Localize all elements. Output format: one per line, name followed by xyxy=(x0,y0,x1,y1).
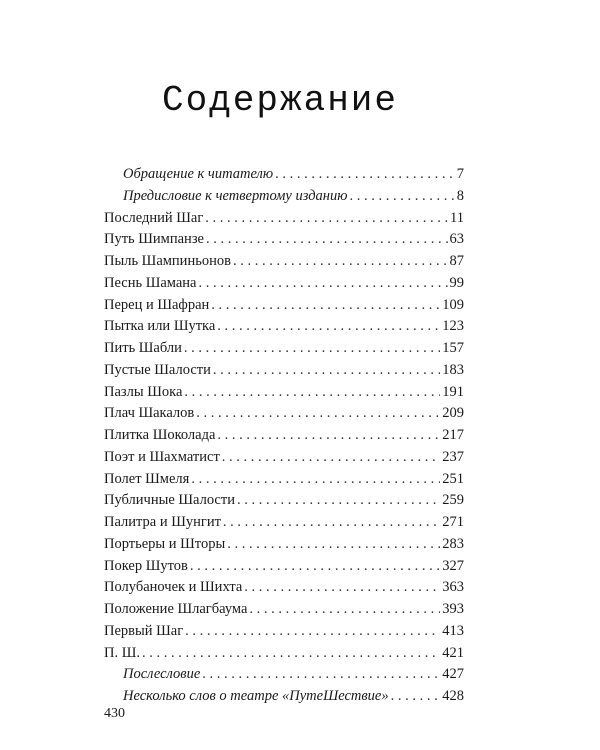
toc-entry-page: 393 xyxy=(442,601,464,617)
toc-entry-title: Первый Шаг xyxy=(104,622,184,639)
toc-entry xyxy=(104,208,464,230)
toc-entry xyxy=(104,686,464,708)
toc-entry-title: Полет Шмеля xyxy=(104,470,190,487)
toc-entry-page: 11 xyxy=(450,209,464,226)
toc-entry-page: 209 xyxy=(442,405,464,422)
toc-entry xyxy=(104,556,464,578)
toc-entry-title: П. Ш. xyxy=(104,644,140,661)
toc-entry-page: 7 xyxy=(456,166,464,182)
dot-leader xyxy=(184,338,440,360)
toc-entry xyxy=(104,403,464,425)
toc-entry-title: Палитра и Шунгит xyxy=(104,514,221,530)
toc-entry xyxy=(104,447,464,469)
toc-entry-title: Полубаночек и Шихта xyxy=(104,579,243,596)
toc-entry-page: 428 xyxy=(442,688,464,704)
toc-entry-title: Последний Шаг xyxy=(104,209,204,226)
toc-entry-title: Пустые Шалости xyxy=(104,361,211,378)
dot-leader xyxy=(275,164,455,186)
toc-entry xyxy=(104,316,464,338)
dot-leader xyxy=(184,382,440,404)
dot-leader xyxy=(205,208,448,230)
dot-leader xyxy=(213,360,440,382)
dot-leader xyxy=(237,490,440,512)
toc-entry-title: Пыль Шампиньонов xyxy=(104,253,231,269)
toc-entry xyxy=(104,251,464,273)
toc-entry-title: Предисловие к четвертому изданию xyxy=(123,187,348,204)
toc-entry xyxy=(104,164,464,186)
table-of-contents xyxy=(104,164,464,708)
dot-leader xyxy=(191,469,440,491)
toc-entry-page: 8 xyxy=(456,187,464,204)
toc-entry-title: Поэт и Шахматист xyxy=(104,448,220,465)
dot-leader xyxy=(227,534,440,556)
toc-entry xyxy=(104,382,464,404)
toc-entry xyxy=(104,229,464,251)
toc-entry-title: Пытка или Шутка xyxy=(104,318,216,335)
toc-entry xyxy=(104,534,464,556)
toc-entry-page: 157 xyxy=(442,340,464,356)
toc-entry-page: 183 xyxy=(442,361,464,378)
page-title: Содержание xyxy=(161,80,399,121)
toc-entry xyxy=(104,273,464,295)
toc-entry-title: Обращение к читателю xyxy=(123,166,274,182)
dot-leader xyxy=(185,621,440,643)
toc-entry-page: 259 xyxy=(442,492,464,509)
toc-entry-title: Плитка Шоколада xyxy=(104,427,216,443)
dot-leader xyxy=(198,273,447,295)
toc-entry-page: 327 xyxy=(442,557,464,574)
toc-entry-page: 123 xyxy=(442,318,464,335)
toc-entry-page: 421 xyxy=(442,644,464,661)
dot-leader xyxy=(211,295,440,317)
toc-entry xyxy=(104,360,464,382)
toc-entry-page: 363 xyxy=(442,579,464,596)
toc-entry xyxy=(104,621,464,643)
toc-entry-page: 217 xyxy=(442,427,464,443)
dot-leader xyxy=(217,316,440,338)
dot-leader xyxy=(349,186,454,208)
toc-entry xyxy=(104,577,464,599)
page-number: 430 xyxy=(104,706,125,721)
toc-entry-page: 109 xyxy=(442,296,464,313)
toc-entry xyxy=(104,643,464,665)
dot-leader xyxy=(391,686,441,708)
toc-entry-page: 191 xyxy=(442,383,464,400)
toc-entry xyxy=(104,599,464,621)
toc-entry-page: 237 xyxy=(442,448,464,465)
toc-entry-title: Публичные Шалости xyxy=(104,492,235,509)
toc-entry-title: Несколько слов о театре «ПутеШествие» xyxy=(123,688,389,704)
toc-entry xyxy=(104,469,464,491)
toc-entry-page: 87 xyxy=(449,253,464,269)
toc-entry xyxy=(104,512,464,534)
dot-leader xyxy=(233,251,448,273)
toc-entry-page: 283 xyxy=(442,535,464,552)
dot-leader xyxy=(223,512,440,534)
toc-entry-title: Портьеры и Шторы xyxy=(104,535,226,552)
toc-entry-title: Путь Шимпанзе xyxy=(104,231,204,248)
toc-entry-title: Плач Шакалов xyxy=(104,405,195,422)
dot-leader xyxy=(244,577,440,599)
toc-entry xyxy=(104,425,464,447)
toc-entry-page: 63 xyxy=(449,231,464,248)
toc-entry xyxy=(104,186,464,208)
dot-leader xyxy=(206,229,448,251)
toc-entry xyxy=(104,338,464,360)
dot-leader xyxy=(217,425,440,447)
toc-entry-page: 251 xyxy=(442,470,464,487)
dot-leader xyxy=(249,599,440,621)
toc-entry-page: 427 xyxy=(442,666,464,683)
dot-leader xyxy=(142,643,440,665)
toc-entry-page: 99 xyxy=(449,274,464,291)
toc-entry-title: Пазлы Шока xyxy=(104,383,183,400)
dot-leader xyxy=(222,447,440,469)
toc-entry-title: Пить Шабли xyxy=(104,340,182,356)
dot-leader xyxy=(190,556,440,578)
toc-entry-title: Перец и Шафран xyxy=(104,296,210,313)
toc-entry-title: Положение Шлагбаума xyxy=(104,601,248,617)
toc-entry xyxy=(104,664,464,686)
toc-entry-page: 271 xyxy=(442,514,464,530)
toc-entry-page: 413 xyxy=(442,622,464,639)
toc-entry xyxy=(104,490,464,512)
dot-leader xyxy=(196,403,440,425)
toc-entry-title: Послесловие xyxy=(123,666,201,683)
toc-entry-title: Покер Шутов xyxy=(104,557,188,574)
toc-entry xyxy=(104,295,464,317)
toc-entry-title: Песнь Шамана xyxy=(104,274,197,291)
dot-leader xyxy=(202,664,440,686)
